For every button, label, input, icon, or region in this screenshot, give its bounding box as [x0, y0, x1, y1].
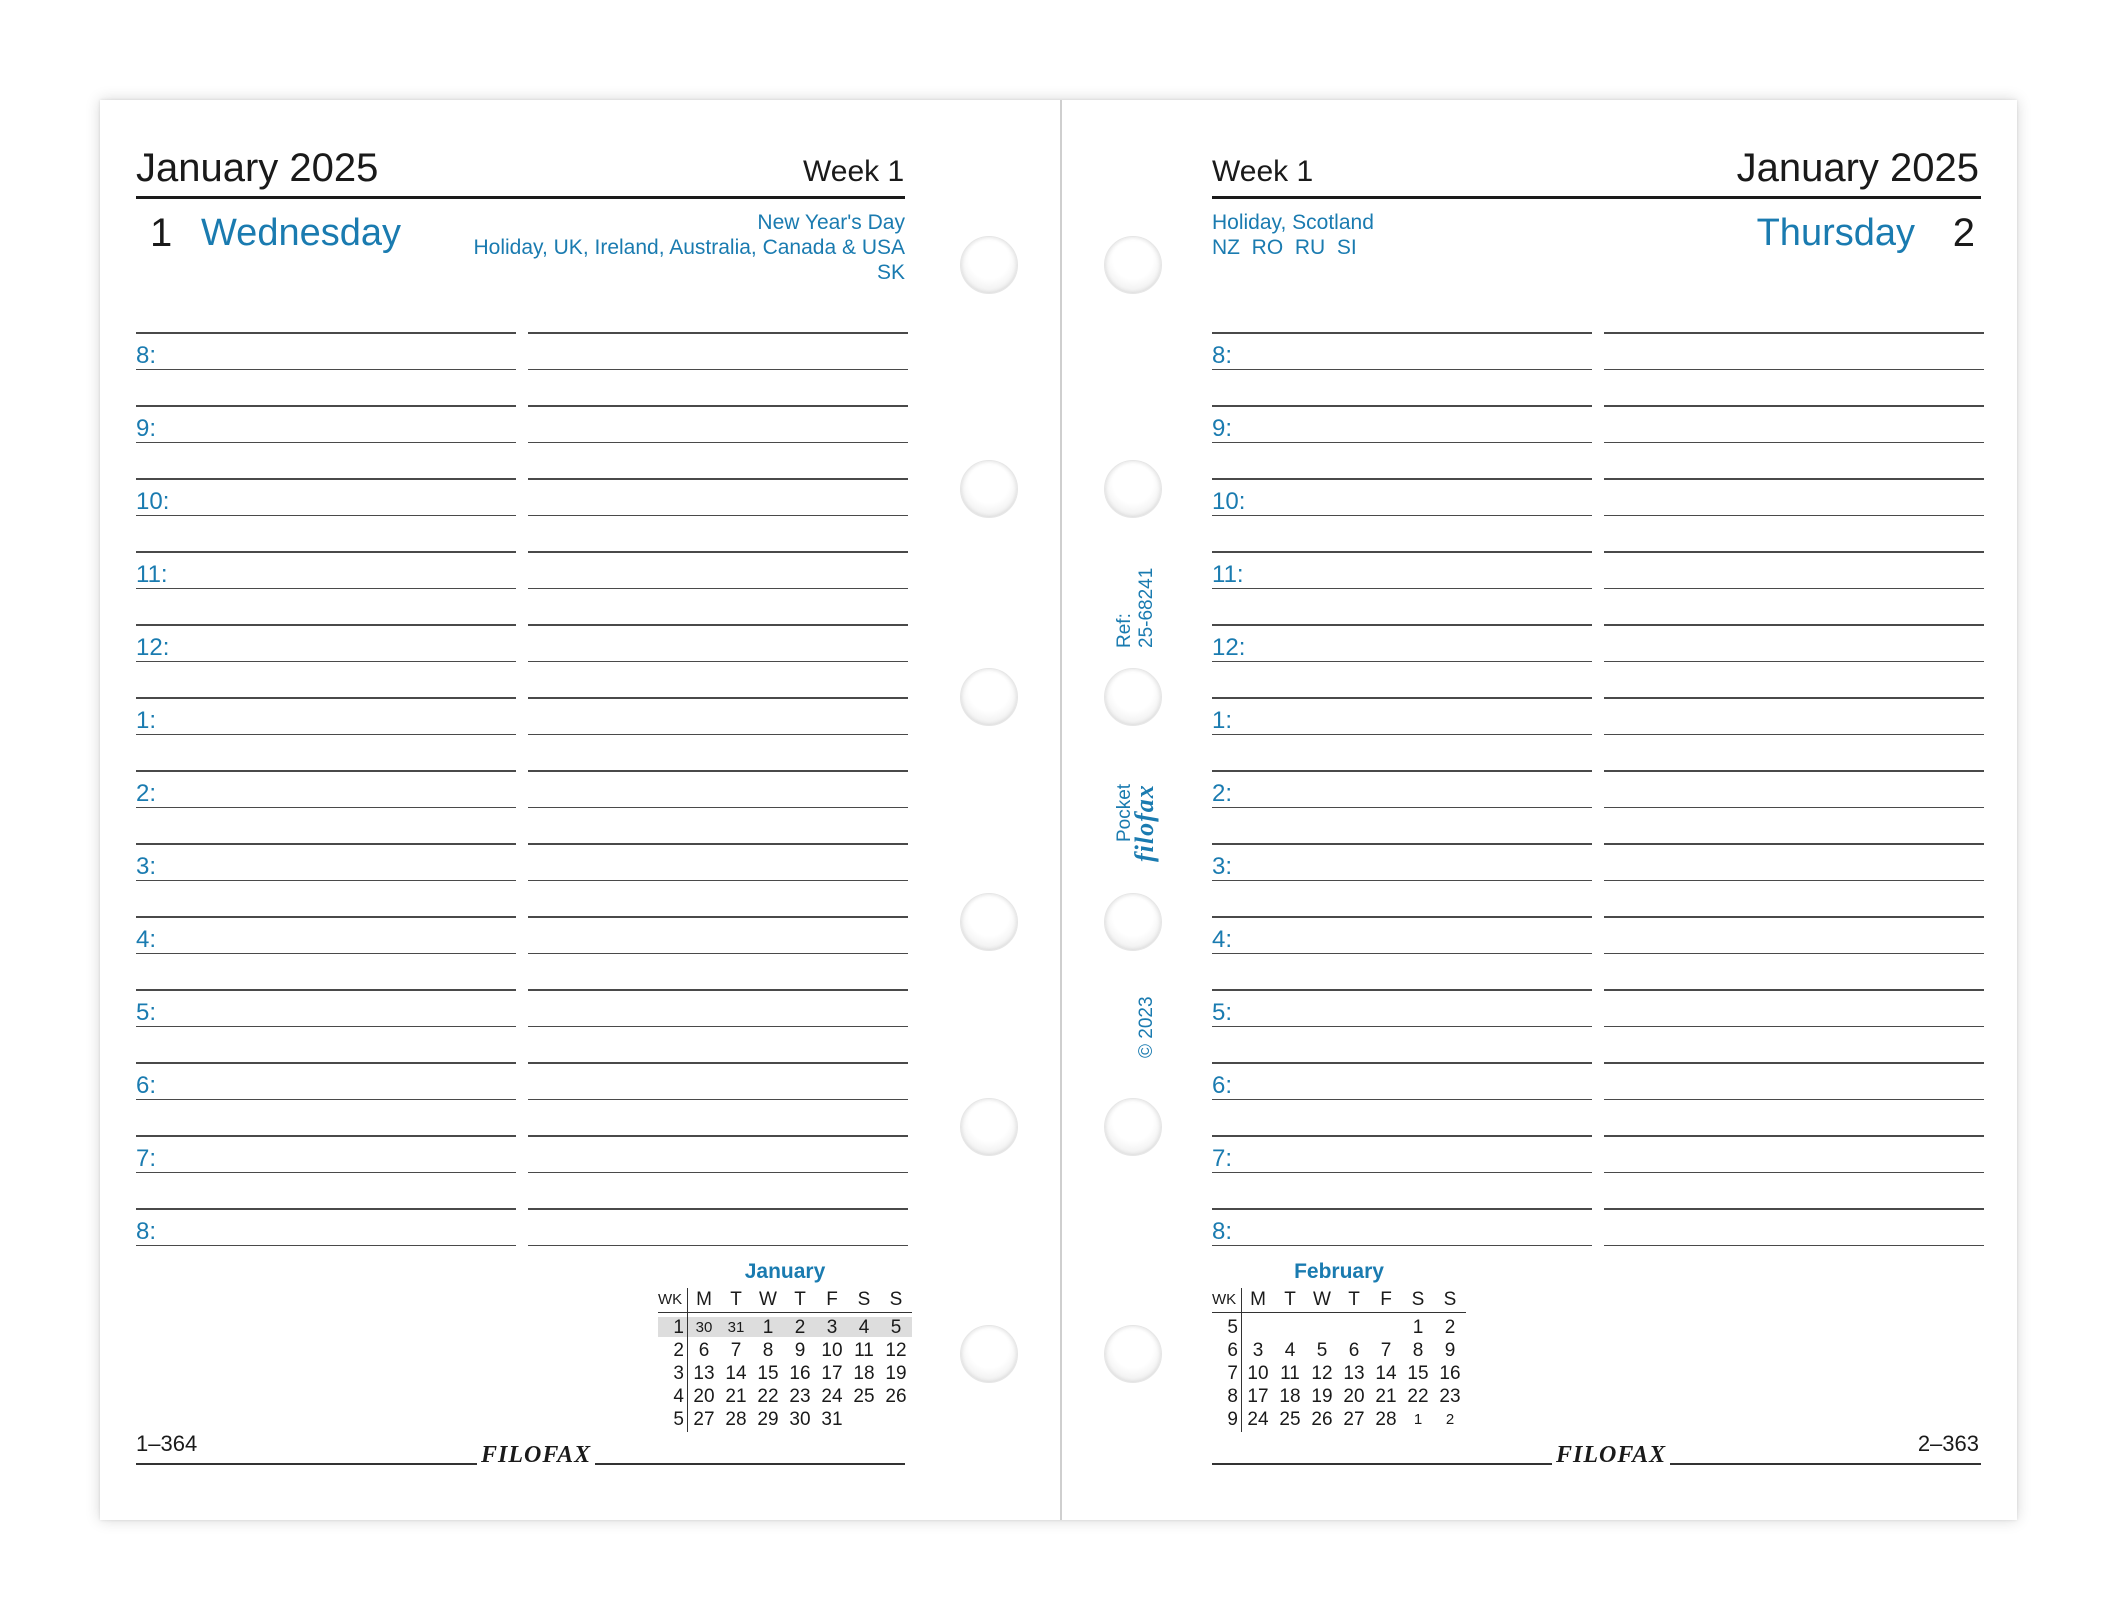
- hour-label: 6:: [1212, 1071, 1233, 1099]
- calendar-day: 15: [757, 1363, 779, 1384]
- right-week-label: Week 1: [1212, 155, 1314, 188]
- weekday-header: T: [1348, 1289, 1360, 1310]
- time-rule: [1212, 770, 1592, 772]
- week-number: 5: [1227, 1317, 1238, 1338]
- spine-ref-label: Ref:: [1114, 613, 1135, 648]
- time-rule: [1212, 989, 1592, 991]
- weekday-header: S: [1443, 1289, 1457, 1310]
- calendar-day: 2: [1444, 1317, 1456, 1338]
- time-rule: [136, 1099, 516, 1101]
- left-page-folio: 1–364: [136, 1431, 198, 1456]
- calendar-day: 11: [854, 1340, 874, 1361]
- time-rule: [136, 1245, 516, 1247]
- punch-hole: [1104, 1098, 1162, 1156]
- holiday-line: Holiday, UK, Ireland, Australia, Canada & USA: [473, 236, 905, 259]
- time-rule: [1604, 332, 1984, 334]
- hour-label: 11:: [136, 560, 168, 588]
- left-day-name: Wednesday: [201, 212, 401, 254]
- time-rule: [1604, 624, 1984, 626]
- mini-calendar-header-rule: [658, 1312, 912, 1313]
- calendar-day: 27: [1343, 1409, 1365, 1430]
- time-rule: [528, 989, 908, 991]
- calendar-day: 9: [1444, 1340, 1456, 1361]
- calendar-day: 4: [858, 1317, 870, 1338]
- calendar-day: 7: [1380, 1340, 1392, 1361]
- punch-hole: [960, 668, 1018, 726]
- time-rule: [1604, 1026, 1984, 1028]
- left-day-number: 1: [150, 211, 173, 255]
- weekday-header: M: [696, 1289, 712, 1310]
- hour-label: 10:: [1212, 487, 1246, 515]
- week-number: 9: [1227, 1409, 1238, 1430]
- time-rule: [1604, 1172, 1984, 1174]
- time-rule: [1212, 916, 1592, 918]
- hour-label: 8:: [136, 341, 157, 369]
- holiday-line: Holiday, Scotland: [1212, 211, 1374, 234]
- hour-label: 7:: [1212, 1144, 1233, 1172]
- hour-label: 12:: [136, 633, 170, 661]
- calendar-day: 8: [762, 1340, 774, 1361]
- holiday-line: NZ RO RU SI: [1212, 236, 1357, 259]
- hour-label: 8:: [136, 1217, 157, 1245]
- time-rule: [1604, 588, 1984, 590]
- calendar-day: 26: [1311, 1409, 1333, 1430]
- time-rule: [1212, 442, 1592, 444]
- hour-label: 11:: [1212, 560, 1244, 588]
- time-rule: [528, 624, 908, 626]
- calendar-day: 12: [1311, 1363, 1333, 1384]
- spine-brand: filofax: [1130, 784, 1159, 862]
- time-rule: [136, 807, 516, 809]
- time-rule: [136, 1208, 516, 1210]
- weekday-header: F: [826, 1289, 838, 1310]
- calendar-day: 1: [1412, 1317, 1424, 1338]
- calendar-day: 9: [794, 1340, 806, 1361]
- time-rule: [528, 1172, 908, 1174]
- time-rule: [1212, 478, 1592, 480]
- time-rule: [1212, 515, 1592, 517]
- weekday-header: S: [1411, 1289, 1425, 1310]
- spine-copyright: © 2023: [1136, 996, 1157, 1058]
- calendar-day: 1: [762, 1317, 774, 1338]
- time-rule: [136, 515, 516, 517]
- calendar-day: 1: [1413, 1411, 1423, 1428]
- time-rule: [1604, 515, 1984, 517]
- time-rule: [1604, 551, 1984, 553]
- calendar-day: 2: [794, 1317, 806, 1338]
- hour-label: 1:: [136, 706, 157, 734]
- hour-label: 12:: [1212, 633, 1246, 661]
- time-rule: [136, 953, 516, 955]
- hour-label: 4:: [136, 925, 157, 953]
- hour-label: 10:: [136, 487, 170, 515]
- holiday-line: SK: [876, 261, 905, 284]
- calendar-day: 15: [1407, 1363, 1429, 1384]
- spine-size-label: Pocket: [1114, 783, 1135, 842]
- mini-calendar-header-rule: [1212, 1312, 1466, 1313]
- calendar-day: 5: [890, 1317, 902, 1338]
- time-rule: [136, 1062, 516, 1064]
- calendar-day: 20: [693, 1386, 715, 1407]
- calendar-day: 21: [725, 1386, 747, 1407]
- time-rule: [1212, 843, 1592, 845]
- time-rule: [528, 916, 908, 918]
- calendar-day: 23: [1439, 1386, 1461, 1407]
- time-rule: [1212, 1208, 1592, 1210]
- time-rule: [528, 1208, 908, 1210]
- calendar-day: 31: [821, 1409, 843, 1430]
- time-rule: [1604, 953, 1984, 955]
- left-month-title: January 2025: [136, 146, 379, 190]
- calendar-day: 29: [757, 1409, 779, 1430]
- time-rule: [1212, 1099, 1592, 1101]
- punch-hole: [1104, 460, 1162, 518]
- time-rule: [1604, 843, 1984, 845]
- time-rule: [136, 478, 516, 480]
- week-number: 6: [1227, 1340, 1238, 1361]
- calendar-day: 10: [1247, 1363, 1269, 1384]
- hour-label: 1:: [1212, 706, 1233, 734]
- time-rule: [1212, 1172, 1592, 1174]
- calendar-day: 26: [885, 1386, 907, 1407]
- right-day-name: Thursday: [1756, 212, 1915, 254]
- punch-hole: [1104, 668, 1162, 726]
- left-page: [100, 100, 1060, 1520]
- diary-spread: [100, 100, 2017, 1520]
- calendar-day: 30: [789, 1409, 811, 1430]
- left-holidays: [474, 210, 906, 285]
- calendar-day: 17: [821, 1363, 843, 1384]
- calendar-day: 24: [1247, 1409, 1269, 1430]
- time-rule: [1604, 916, 1984, 918]
- calendar-day: 14: [1375, 1363, 1397, 1384]
- calendar-day: 19: [885, 1363, 907, 1384]
- week-number: 5: [673, 1409, 684, 1430]
- weekday-header: W: [759, 1289, 777, 1310]
- time-rule: [1604, 1099, 1984, 1101]
- time-rule: [528, 1099, 908, 1101]
- time-rule: [528, 405, 908, 407]
- time-rule: [1604, 1062, 1984, 1064]
- time-rule: [1604, 807, 1984, 809]
- week-number: 4: [673, 1386, 684, 1407]
- calendar-day: 12: [885, 1340, 907, 1361]
- calendar-day: 30: [695, 1319, 713, 1336]
- time-rule: [1604, 405, 1984, 407]
- hour-label: 5:: [1212, 998, 1233, 1026]
- hour-label: 9:: [136, 414, 157, 442]
- time-rule: [528, 588, 908, 590]
- time-rule: [136, 661, 516, 663]
- weekday-header: S: [857, 1289, 871, 1310]
- punch-hole: [1104, 1325, 1162, 1383]
- calendar-day: 28: [725, 1409, 747, 1430]
- time-rule: [528, 953, 908, 955]
- time-rule: [528, 1026, 908, 1028]
- calendar-day: 18: [853, 1363, 875, 1384]
- week-number: 8: [1227, 1386, 1238, 1407]
- right-footer-brand: FILOFAX: [1552, 1442, 1670, 1469]
- time-rule: [136, 916, 516, 918]
- left-footer-brand: FILOFAX: [477, 1442, 595, 1469]
- calendar-day: 7: [730, 1340, 742, 1361]
- time-rule: [528, 369, 908, 371]
- right-page: [1062, 100, 2017, 1520]
- time-rule: [528, 515, 908, 517]
- calendar-day: 24: [821, 1386, 843, 1407]
- time-rule: [528, 478, 908, 480]
- time-rule: [1604, 661, 1984, 663]
- time-rule: [528, 697, 908, 699]
- hour-label: 2:: [1212, 779, 1233, 807]
- calendar-day: 3: [1252, 1340, 1264, 1361]
- time-rule: [136, 734, 516, 736]
- right-day-number: 2: [1952, 211, 1975, 255]
- time-rule: [1212, 807, 1592, 809]
- right-page-folio: 2–363: [1917, 1431, 1979, 1456]
- time-rule: [528, 551, 908, 553]
- time-rule: [1212, 953, 1592, 955]
- time-rule: [528, 661, 908, 663]
- week-number-header: WK: [658, 1291, 683, 1308]
- calendar-day: 3: [826, 1317, 838, 1338]
- time-rule: [528, 734, 908, 736]
- time-rule: [1604, 478, 1984, 480]
- weekday-header: T: [1284, 1289, 1296, 1310]
- calendar-day: 4: [1284, 1340, 1296, 1361]
- time-rule: [136, 442, 516, 444]
- holiday-line: New Year's Day: [757, 211, 905, 234]
- calendar-day: 2: [1445, 1411, 1455, 1428]
- right-header-rule: [1212, 196, 1981, 199]
- time-rule: [1212, 661, 1592, 663]
- calendar-day: 13: [693, 1363, 715, 1384]
- calendar-day: 14: [725, 1363, 747, 1384]
- time-rule: [528, 770, 908, 772]
- time-rule: [528, 880, 908, 882]
- calendar-day: 6: [698, 1340, 710, 1361]
- time-rule: [136, 624, 516, 626]
- time-rule: [528, 807, 908, 809]
- calendar-day: 16: [789, 1363, 811, 1384]
- time-rule: [136, 770, 516, 772]
- week-number: 2: [673, 1340, 684, 1361]
- time-rule: [136, 1026, 516, 1028]
- hour-label: 9:: [1212, 414, 1233, 442]
- time-rule: [1604, 697, 1984, 699]
- hour-label: 5:: [136, 998, 157, 1026]
- hour-label: 4:: [1212, 925, 1233, 953]
- week-number: 7: [1227, 1363, 1238, 1384]
- time-rule: [1212, 1245, 1592, 1247]
- time-rule: [136, 1172, 516, 1174]
- hour-label: 8:: [1212, 341, 1233, 369]
- hour-label: 8:: [1212, 1217, 1233, 1245]
- spine-ref-code: 25-68241: [1136, 567, 1157, 648]
- time-rule: [136, 332, 516, 334]
- week-number-header: WK: [1212, 1291, 1237, 1308]
- right-month-title: January 2025: [1736, 146, 1979, 190]
- time-rule: [1212, 697, 1592, 699]
- time-rule: [1604, 880, 1984, 882]
- time-rule: [528, 1245, 908, 1247]
- calendar-day: 20: [1343, 1386, 1365, 1407]
- hour-label: 6:: [136, 1071, 157, 1099]
- time-rule: [1604, 734, 1984, 736]
- time-rule: [528, 1062, 908, 1064]
- calendar-day: 11: [1280, 1363, 1300, 1384]
- time-rule: [1604, 989, 1984, 991]
- calendar-day: 16: [1439, 1363, 1461, 1384]
- calendar-day: 28: [1375, 1409, 1397, 1430]
- punch-hole: [960, 236, 1018, 294]
- mini-calendar-title: February: [1294, 1260, 1384, 1283]
- time-rule: [1604, 1208, 1984, 1210]
- punch-hole: [1104, 236, 1162, 294]
- calendar-day: 25: [853, 1386, 875, 1407]
- time-rule: [1212, 1135, 1592, 1137]
- time-rule: [136, 1135, 516, 1137]
- punch-hole: [960, 460, 1018, 518]
- calendar-day: 13: [1343, 1363, 1365, 1384]
- time-rule: [1212, 624, 1592, 626]
- time-rule: [136, 697, 516, 699]
- time-rule: [1212, 1026, 1592, 1028]
- time-rule: [136, 369, 516, 371]
- left-header-rule: [136, 196, 905, 199]
- mini-calendar-title: January: [744, 1260, 826, 1283]
- time-rule: [1212, 880, 1592, 882]
- time-rule: [1212, 734, 1592, 736]
- time-rule: [528, 1135, 908, 1137]
- time-rule: [1212, 369, 1592, 371]
- week-number: 1: [673, 1317, 684, 1338]
- punch-hole: [960, 1098, 1018, 1156]
- time-rule: [136, 551, 516, 553]
- calendar-day: 22: [757, 1386, 779, 1407]
- time-rule: [136, 405, 516, 407]
- calendar-day: 21: [1375, 1386, 1397, 1407]
- time-rule: [1212, 332, 1592, 334]
- calendar-day: 27: [693, 1409, 715, 1430]
- calendar-day: 25: [1279, 1409, 1301, 1430]
- week-number: 3: [673, 1363, 684, 1384]
- time-rule: [528, 442, 908, 444]
- hour-label: 2:: [136, 779, 157, 807]
- time-rule: [1604, 1245, 1984, 1247]
- hour-label: 7:: [136, 1144, 157, 1172]
- time-rule: [528, 332, 908, 334]
- punch-hole: [960, 1325, 1018, 1383]
- weekday-header: W: [1313, 1289, 1331, 1310]
- time-rule: [1212, 551, 1592, 553]
- time-rule: [1212, 1062, 1592, 1064]
- hour-label: 3:: [1212, 852, 1233, 880]
- time-rule: [1604, 442, 1984, 444]
- time-rule: [1212, 588, 1592, 590]
- weekday-header: T: [730, 1289, 742, 1310]
- punch-hole: [1104, 893, 1162, 951]
- left-week-label: Week 1: [803, 155, 905, 188]
- time-rule: [528, 843, 908, 845]
- calendar-day: 6: [1348, 1340, 1360, 1361]
- weekday-header: S: [889, 1289, 903, 1310]
- punch-hole: [960, 893, 1018, 951]
- time-rule: [136, 880, 516, 882]
- calendar-day: 31: [727, 1319, 745, 1336]
- time-rule: [1604, 1135, 1984, 1137]
- time-rule: [136, 588, 516, 590]
- calendar-day: 18: [1279, 1386, 1301, 1407]
- calendar-day: 5: [1316, 1340, 1328, 1361]
- hour-label: 3:: [136, 852, 157, 880]
- time-rule: [1212, 405, 1592, 407]
- calendar-day: 19: [1311, 1386, 1333, 1407]
- calendar-day: 22: [1407, 1386, 1429, 1407]
- weekday-header: T: [794, 1289, 806, 1310]
- time-rule: [1604, 369, 1984, 371]
- calendar-day: 17: [1247, 1386, 1269, 1407]
- weekday-header: M: [1250, 1289, 1266, 1310]
- weekday-header: F: [1380, 1289, 1392, 1310]
- time-rule: [1604, 770, 1984, 772]
- calendar-day: 10: [821, 1340, 843, 1361]
- time-rule: [136, 843, 516, 845]
- time-rule: [136, 989, 516, 991]
- right-holidays: [1212, 210, 1374, 260]
- calendar-day: 23: [789, 1386, 811, 1407]
- calendar-day: 8: [1412, 1340, 1424, 1361]
